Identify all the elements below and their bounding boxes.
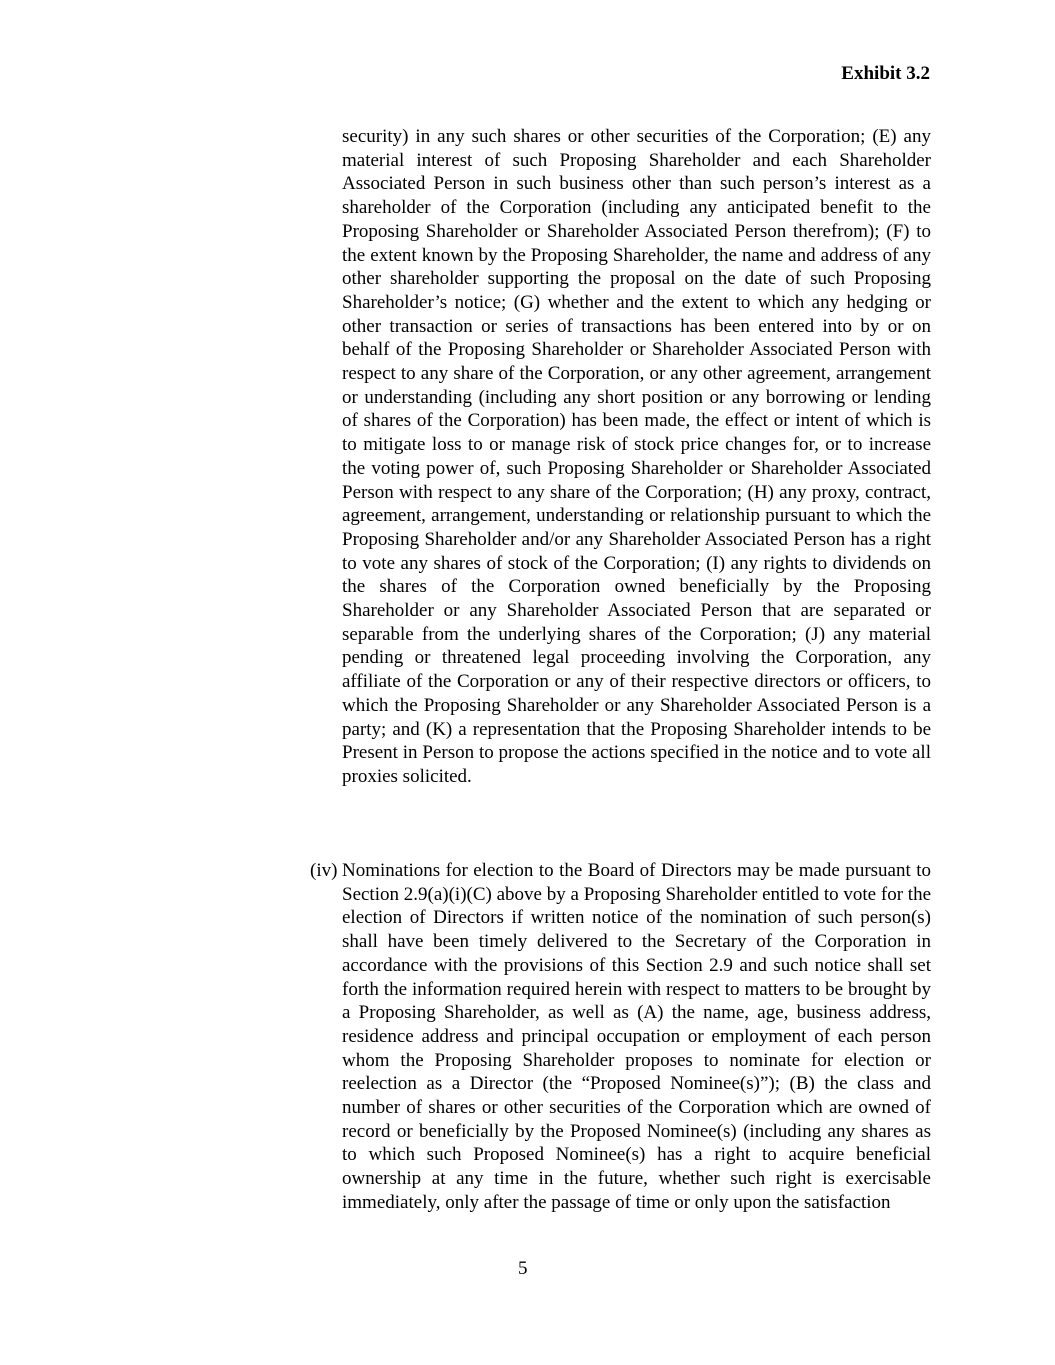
item-iv-text: Nominations for election to the Board of Directors may be made pursuant to Section 2.9(a)(i)(C) above by a Proposing Shareholder entitled to vote for the election of Directors if written notice of the nomination of such person(s) shall have been timely delivered to the Secretary of the Corporation in accordance with the provisions of this Section 2.9 and such notice shall set forth the information required herein with respect to matters to be brought by a Proposing Shareholder, as well as (A) the name, age, business address, residence address and principal occupation or employment of each person whom the Proposing Shareholder proposes to nominate for election or reelection as a Director (the “Proposed Nominee(s)”); (B) the class and number of shares or other securities of the Corporation which are owned of record or beneficially by the Proposed Nominee(s) (including any shares as to which such Proposed Nominee(s) has a right to acquire beneficial ownership at any time in the future, whether such right is exercisable immediately, only after the passage of time or only upon the satisfaction <box>342 860 931 1213</box>
item-iv-marker: (iv) <box>310 860 338 881</box>
item-iv-paragraph <box>310 859 931 1215</box>
page-number: 5 <box>518 1258 528 1279</box>
continued-paragraph: security) in any such shares or other securities of the Corporation; (E) any material interest of such Proposing Shareholder and each Shareholder Associated Person in such business other than such person’s interest as a shareholder of the Corporation (including any anticipated benefit to the Proposing Shareholder or Shareholder Associated Person therefrom); (F) to the extent known by the Proposing Shareholder, the name and address of any other shareholder supporting the proposal on the date of such Proposing Shareholder’s notice; (G) whether and the extent to which any hedging or other transaction or series of transactions has been entered into by or on behalf of the Proposing Shareholder or Shareholder Associated Person with respect to any share of the Corporation, or any other agreement, arrangement or understanding (including any short position or any borrowing or lending of shares of the Corporation) has been made, the effect or intent of which is to mitigate loss to or manage risk of stock price changes for, or to increase the voting power of, such Proposing Shareholder or Shareholder Associated Person with respect to any share of the Corporation; (H) any proxy, contract, agreement, arrangement, understanding or relationship pursuant to which the Proposing Shareholder and/or any Shareholder Associated Person has a right to vote any shares of stock of the Corporation; (I) any rights to dividends on the shares of the Corporation owned beneficially by the Proposing Shareholder or any Shareholder Associated Person that are separated or separable from the underlying shares of the Corporation; (J) any material pending or threatened legal proceeding involving the Corporation, any affiliate of the Corporation or any of their respective directors or officers, to which the Proposing Shareholder or any Shareholder Associated Person is a party; and (K) a representation that the Proposing Shareholder intends to be Present in Person to propose the actions specified in the notice and to vote all proxies solicited. <box>342 126 931 787</box>
exhibit-label: Exhibit 3.2 <box>841 63 930 84</box>
